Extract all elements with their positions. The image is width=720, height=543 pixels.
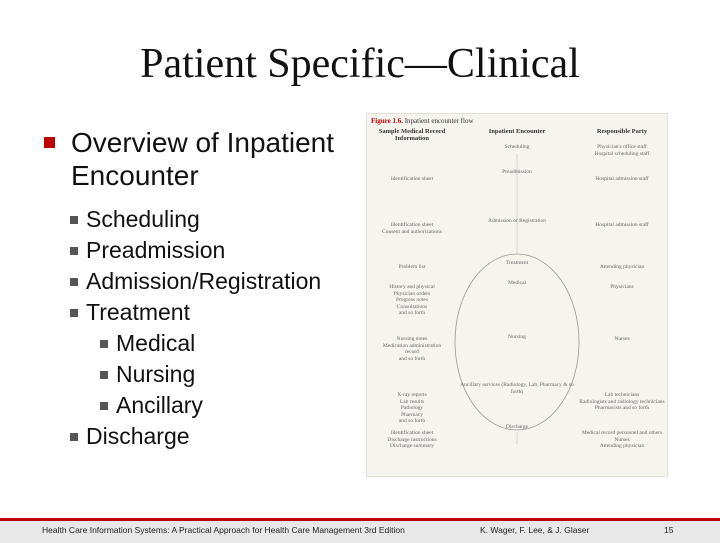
figure-right-item: Nurses: [614, 336, 630, 342]
bullet-square-icon: [100, 402, 108, 410]
figure-stage: Preadmission: [502, 169, 532, 175]
figure-right-item: Attending physician: [599, 264, 645, 270]
figure-column-header: Responsible Party: [596, 128, 648, 135]
figure-caption: Inpatient encounter flow: [404, 117, 474, 125]
sub-bullet-text: Preadmission: [86, 237, 226, 263]
figure-left-item: Identification sheet Consent and authorizations: [382, 222, 442, 235]
sub-bullet: [44, 235, 364, 266]
bullet-main-text: Overview of Inpatient Encounter: [71, 127, 335, 191]
figure-right-item: Physicians: [610, 284, 634, 290]
figure-stage: Nursing: [508, 334, 526, 340]
figure-left-item: Problem list: [398, 264, 426, 270]
bullet-square-icon: [70, 278, 78, 286]
figure-right-item: Hospital admission staff: [595, 176, 649, 182]
figure-column-header: Sample Medical Record Information: [378, 128, 446, 142]
bullet-list: [44, 126, 364, 452]
sub-bullet-text: Discharge: [86, 423, 190, 449]
figure-stage: Medical: [507, 280, 527, 286]
footer-source: Health Care Information Systems: A Practical Approach for Health Care Management 3rd Edition: [42, 525, 405, 535]
bullet-square-icon: [70, 216, 78, 224]
inpatient-encounter-figure: [366, 113, 668, 477]
figure-left-item: Identification sheet Discharge instructions Discharge summary: [387, 430, 437, 449]
bullet-square-icon: [44, 137, 55, 148]
bullet-square-icon: [70, 309, 78, 317]
figure-left-item: Identification sheet: [390, 176, 434, 182]
figure-column-header: Inpatient Encounter: [488, 128, 546, 135]
figure-label: Figure 1.6.: [371, 117, 403, 125]
figure-title: [371, 117, 474, 125]
slide-title: Patient Specific—Clinical: [140, 41, 580, 87]
bullet-square-icon: [70, 433, 78, 441]
figure-stage: Discharge: [505, 424, 529, 430]
figure-stage: Ancillary services (Radiology, Lab, Pharmacy & so forth): [460, 382, 574, 395]
figure-left-item: X-ray reports Lab results Pathology Pharmacy and so forth: [397, 392, 427, 424]
bullet-square-icon: [70, 247, 78, 255]
bullet-square-icon: [100, 371, 108, 379]
figure-stage: Scheduling: [504, 144, 530, 150]
sub-bullet: [44, 421, 364, 452]
sub-bullet-list: [44, 204, 364, 452]
sub-bullet: [44, 297, 364, 328]
sub-sub-bullet: [44, 390, 364, 421]
footer-authors: K. Wager, F. Lee, & J. Glaser: [480, 525, 590, 535]
sub-bullet-text: Treatment: [86, 299, 190, 325]
sub-sub-bullet-text: Ancillary: [116, 392, 203, 418]
figure-stage: Treatment: [505, 260, 529, 266]
figure-right-item: Medical record personnel and others Nurses Attending physician: [581, 430, 663, 449]
bullet-square-icon: [100, 340, 108, 348]
figure-right-item: Physician's office staff Hospital scheduling staff: [594, 144, 650, 157]
sub-bullet-text: Admission/Registration: [86, 268, 322, 294]
figure-left-item: History and physical Physician orders Progress notes Consultations and so forth: [389, 284, 435, 316]
sub-sub-bullet: [44, 328, 364, 359]
sub-bullet-text: Scheduling: [86, 206, 200, 232]
sub-sub-bullet-text: Nursing: [116, 361, 196, 387]
bullet-main: [44, 126, 364, 192]
sub-bullet: [44, 266, 364, 297]
sub-sub-bullet-text: Medical: [116, 330, 196, 356]
figure-stage: Admission or Registration: [487, 218, 547, 224]
figure-right-item: Lab technicians Radiologists and radiology technicians Pharmacists and so forth: [579, 392, 665, 411]
sub-bullet: [44, 204, 364, 235]
figure-left-item: Nursing notes Medication administration record and so forth: [382, 336, 442, 362]
slide-footer: [0, 518, 720, 543]
sub-sub-bullet: [44, 359, 364, 390]
figure-right-item: Hospital admission staff: [595, 222, 649, 228]
footer-page-number: 15: [664, 525, 674, 535]
